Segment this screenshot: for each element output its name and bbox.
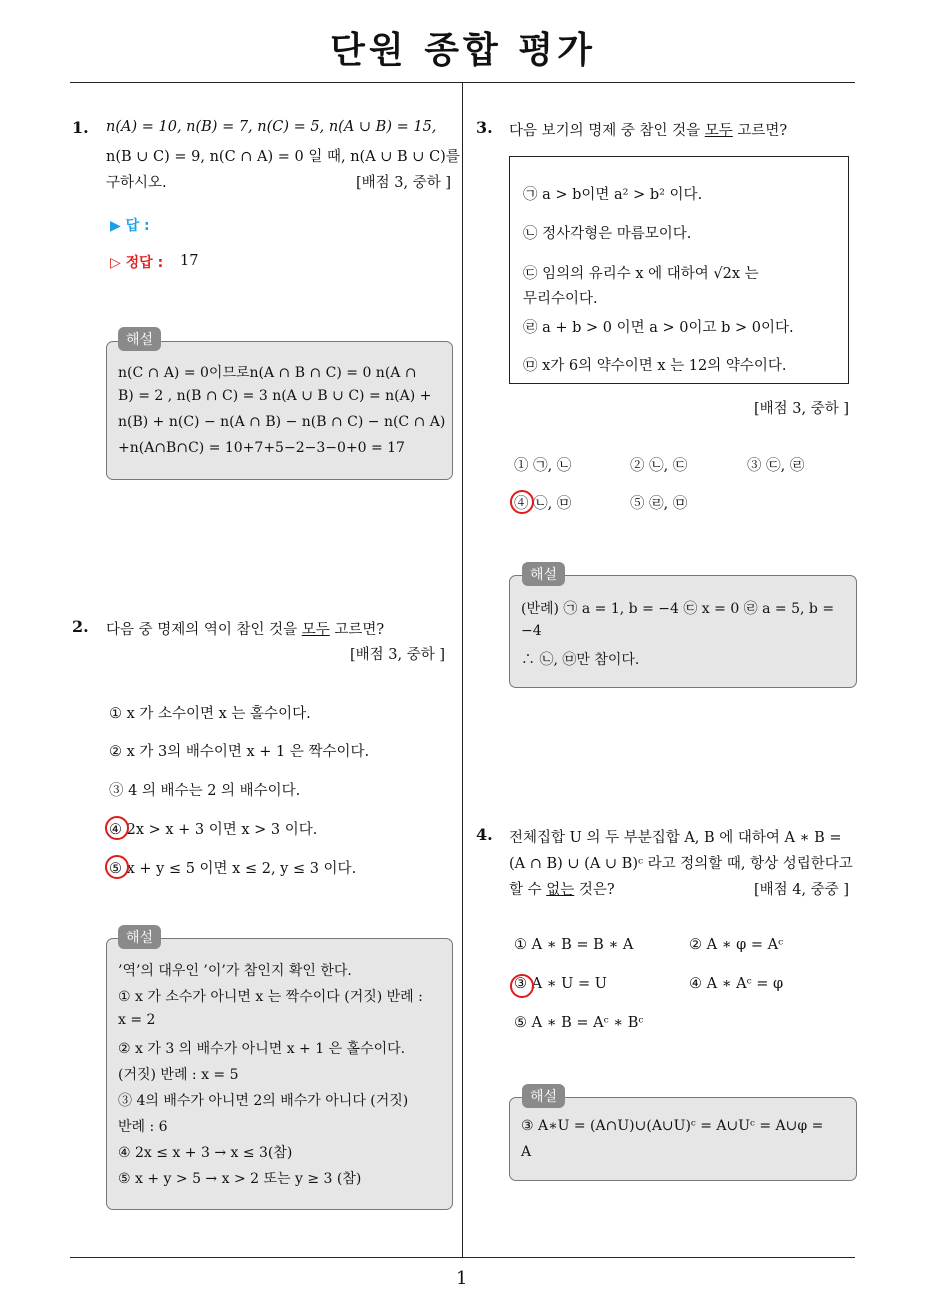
bottom-rule: [70, 1257, 855, 1258]
question-4-number: 4.: [476, 825, 493, 844]
question-2-option-4[interactable]: ④ 2x > x + 3 이면 x > 3 이다.: [109, 822, 318, 838]
question-3-bogi-item: ㉡ 정사각형은 마름모이다.: [523, 226, 692, 242]
question-3-option-2[interactable]: ② ㉡, ㉢: [630, 458, 688, 474]
question-4-explanation-tag: 해설: [522, 1084, 565, 1108]
question-3-option-1[interactable]: ① ㉠, ㉡: [514, 458, 572, 474]
question-3-explanation-box: [509, 575, 857, 688]
question-2-stem: 다음 중 명제의 역이 참인 것을 모두 고르면?: [106, 622, 385, 638]
question-1-explanation-tag: 해설: [118, 327, 161, 351]
question-1-line-2: n(B ∪ C) = 9, n(C ∩ A) = 0 일 때, n(A ∪ B ∪ C)를: [106, 149, 460, 165]
question-4-option-5[interactable]: ⑤ A ∗ B = Aᶜ ∗ Bᶜ: [514, 1015, 644, 1031]
question-3-bogi-item: 무리수이다.: [523, 291, 598, 307]
question-4-explanation-box: [509, 1097, 857, 1181]
question-4-underlined-word: 없는: [546, 882, 575, 898]
question-3-option-4[interactable]: ④ ㉡, ㉤: [514, 496, 572, 512]
question-1-explanation-line: B) = 2 , n(B ∩ C) = 3 n(A ∪ B ∪ C) = n(A) +: [118, 388, 432, 404]
question-1-line-1: n(A) = 10, n(B) = 7, n(C) = 5, n(A ∪ B) = 15,: [106, 119, 437, 135]
question-1-number: 1.: [72, 118, 89, 137]
question-2-explanation-line: x = 2: [118, 1012, 156, 1028]
question-3-points: [배점 3, 중하 ]: [754, 401, 850, 417]
question-4-line-2: (A ∩ B) ∪ (A ∪ B)ᶜ 라고 정의할 때, 항상 성립한다고: [509, 856, 853, 872]
question-2-answer-circle-5: [105, 855, 129, 879]
question-3-explanation-line: (반례) ㉠ a = 1, b = −4 ㉢ x = 0 ㉣ a = 5, b =: [521, 601, 835, 617]
question-2-number: 2.: [72, 617, 89, 636]
question-2-option-5[interactable]: ⑤ x + y ≤ 5 이면 x ≤ 2, y ≤ 3 이다.: [109, 861, 357, 877]
question-2-underlined-word: 모두: [301, 622, 330, 638]
question-1-points: [배점 3, 중하 ]: [356, 175, 452, 191]
question-2-points: [배점 3, 중하 ]: [350, 647, 446, 663]
question-4-option-2[interactable]: ② A ∗ φ = Aᶜ: [689, 937, 784, 953]
question-1-answer-label: ▶ 답 :: [110, 218, 150, 234]
question-2-explanation-line: ④ 2x ≤ x + 3 → x ≤ 3(참): [118, 1145, 293, 1161]
question-2-option-1[interactable]: ① x 가 소수이면 x 는 홀수이다.: [109, 706, 311, 722]
question-1-line-3: 구하시오.: [106, 175, 167, 191]
question-3-option-5[interactable]: ⑤ ㉣, ㉤: [630, 496, 688, 512]
question-4-line-1: 전체집합 U 의 두 부분집합 A, B 에 대하여 A ∗ B =: [509, 830, 842, 846]
question-3-explanation-line: ∴ ㉡, ㉤만 참이다.: [521, 652, 640, 668]
question-3-underlined-word: 모두: [704, 123, 733, 139]
question-3-bogi-item: ㉠ a > b이면 a² > b² 이다.: [523, 187, 703, 203]
column-divider: [462, 83, 463, 1258]
question-3-option-3[interactable]: ③ ㉢, ㉣: [747, 458, 805, 474]
question-1-explanation-line: n(B) + n(C) − n(A ∩ B) − n(B ∩ C) − n(C ∩ A): [118, 414, 446, 430]
question-1-explanation-line: +n(A∩B∩C) = 10+7+5−2−3−0+0 = 17: [118, 440, 405, 456]
question-3-bogi-item: ㉣ a + b > 0 이면 a > 0이고 b > 0이다.: [523, 320, 794, 336]
question-4-option-1[interactable]: ① A ∗ B = B ∗ A: [514, 937, 634, 953]
question-3-stem: 다음 보기의 명제 중 참인 것을 모두 고르면?: [509, 123, 788, 139]
question-2-explanation-line: ② x 가 3 의 배수가 아니면 x + 1 은 홀수이다.: [118, 1041, 406, 1057]
question-2-explanation-line: ① x 가 소수가 아니면 x 는 짝수이다 (거짓) 반례 :: [118, 989, 423, 1005]
question-1-correct-value: 17: [180, 253, 199, 269]
question-2-explanation-line: 반례 : 6: [118, 1119, 168, 1135]
question-4-answer-circle-3: [510, 974, 534, 998]
page-number: 1: [456, 1268, 468, 1289]
question-3-explanation-line: −4: [521, 623, 542, 639]
question-3-bogi-item: ㉤ x가 6의 약수이면 x 는 12의 약수이다.: [523, 358, 787, 374]
question-4-explanation-line: ③ A∗U = (A∩U)∪(A∪U)ᶜ = A∪Uᶜ = A∪φ =: [521, 1118, 824, 1134]
question-4-option-4[interactable]: ④ A ∗ Aᶜ = φ: [689, 976, 784, 992]
question-4-line-3: 할 수 없는 것은?: [509, 882, 615, 898]
question-2-explanation-line: ③ 4의 배수가 아니면 2의 배수가 아니다 (거짓): [118, 1093, 409, 1109]
question-1-explanation-line: n(C ∩ A) = 0이므로n(A ∩ B ∩ C) = 0 n(A ∩: [118, 365, 417, 381]
question-2-explanation-line: ’역’의 대우인 ’이’가 참인지 확인 한다.: [118, 963, 352, 979]
question-4-option-3[interactable]: ③ A ∗ U = U: [514, 976, 607, 992]
question-2-option-2[interactable]: ② x 가 3의 배수이면 x + 1 은 짝수이다.: [109, 744, 370, 760]
question-3-bogi-item: ㉢ 임의의 유리수 x 에 대하여 √2x 는: [523, 266, 759, 282]
question-2-answer-circle-4: [105, 816, 129, 840]
question-4-points: [배점 4, 중중 ]: [754, 882, 850, 898]
question-3-answer-circle-4: [510, 490, 534, 514]
question-4-explanation-line: A: [521, 1144, 532, 1160]
question-1-correct-label: ▷ 정답 :: [110, 255, 164, 271]
question-2-option-3[interactable]: ③ 4 의 배수는 2 의 배수이다.: [109, 783, 301, 799]
question-3-number: 3.: [476, 118, 493, 137]
question-2-explanation-line: ⑤ x + y > 5 → x > 2 또는 y ≥ 3 (참): [118, 1171, 362, 1187]
question-2-explanation-line: (거짓) 반례 : x = 5: [118, 1067, 239, 1083]
question-2-explanation-tag: 해설: [118, 925, 161, 949]
page-title: 단원 종합 평가: [330, 30, 596, 71]
question-3-explanation-tag: 해설: [522, 562, 565, 586]
